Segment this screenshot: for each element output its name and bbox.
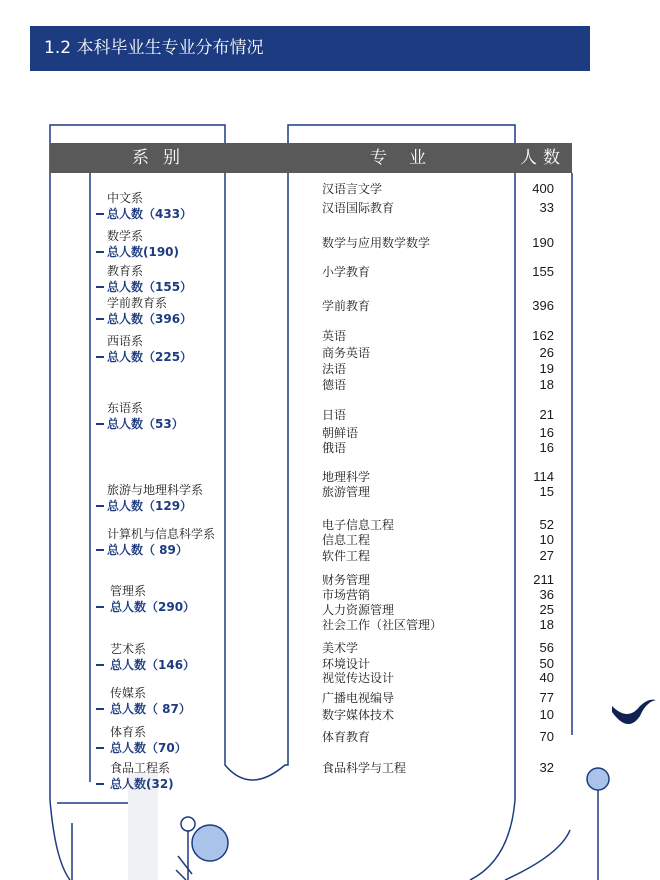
- dept-dash: [96, 783, 104, 785]
- header-major: 专业: [370, 148, 448, 168]
- header-count: 人数: [520, 148, 566, 168]
- dept-dash: [96, 423, 104, 425]
- dept-dash: [96, 318, 104, 320]
- dept-item: 数学系 总人数(190): [107, 229, 180, 259]
- dept-item: 计算机与信息科学系 总人数（ 89）: [107, 527, 216, 557]
- dept-item: 旅游与地理科学系 总人数（129）: [107, 483, 204, 513]
- dept-dash: [96, 606, 104, 608]
- dept-dash: [96, 664, 104, 666]
- dept-item: 艺术系 总人数（146）: [110, 642, 196, 672]
- dept-item: 中文系 总人数（433）: [107, 191, 193, 221]
- dept-item: 西语系 总人数（225）: [107, 334, 193, 364]
- dept-item: 食品工程系 总人数(32): [110, 761, 174, 791]
- dept-item: 学前教育系 总人数（396）: [107, 296, 193, 326]
- dept-dash: [96, 747, 104, 749]
- dept-item: 传媒系 总人数（ 87）: [110, 686, 191, 716]
- dept-item: 管理系 总人数（290）: [110, 584, 196, 614]
- dept-dash: [96, 213, 104, 215]
- table-header: [50, 143, 572, 173]
- dept-dash: [96, 505, 104, 507]
- header-dept: 系别: [132, 148, 194, 168]
- dept-dash: [96, 549, 104, 551]
- dept-dash: [96, 356, 104, 358]
- dept-dash: [96, 286, 104, 288]
- page-title: 1.2 本科毕业生专业分布情况: [30, 26, 590, 71]
- dept-item: 体育系 总人数（70）: [110, 725, 187, 755]
- dept-item: 教育系 总人数（155）: [107, 264, 193, 294]
- dept-dash: [96, 708, 104, 710]
- dept-dash: [96, 251, 104, 253]
- dept-item: 东语系 总人数（53）: [107, 401, 184, 431]
